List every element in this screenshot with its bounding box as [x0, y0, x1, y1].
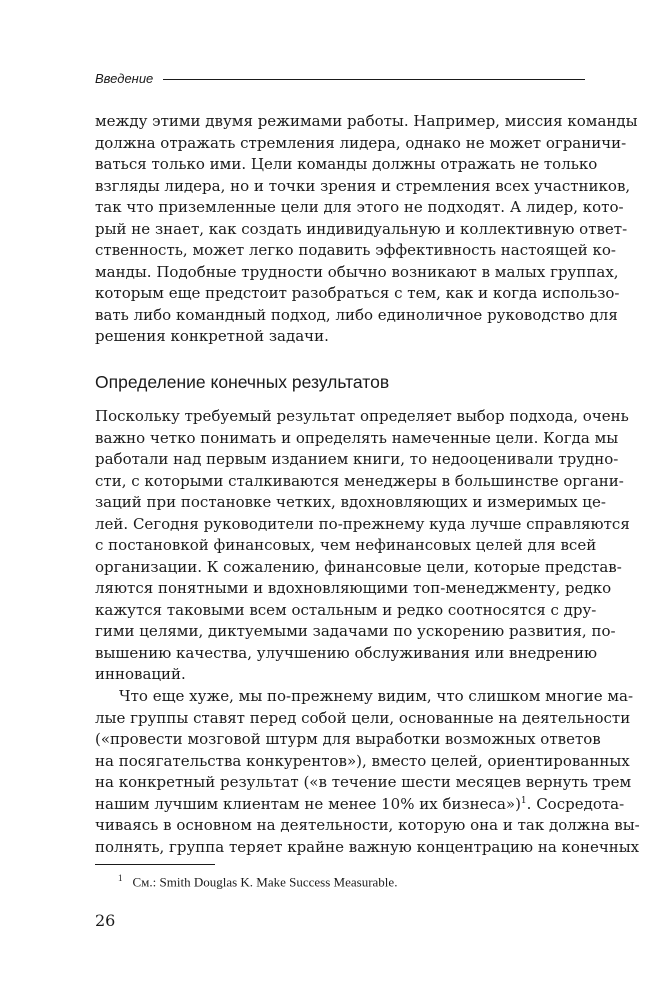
running-head [95, 68, 585, 88]
paragraph-line: Поскольку требуемый результат определяет выбор подхода, очень [95, 407, 629, 425]
paragraph-line: Что еще хуже, мы по-прежнему видим, что слишком многие ма- [119, 687, 634, 705]
paragraph-line: на конкретный результат («в течение шести месяцев вернуть трем [95, 773, 632, 791]
running-head-label: Введение [95, 70, 154, 86]
paragraph-line: («провести мозговой штурм для выработки возможных ответов [95, 730, 601, 748]
paragraph-line: ляются понятными и вдохновляющими топ-менеджменту, редко [95, 579, 612, 597]
paragraph-line-with-footnote-ref [95, 794, 625, 816]
paragraph-line: инноваций. [95, 665, 186, 683]
footnote-text: См.: Smith Douglas K. Make Success Measurable. [132, 874, 398, 890]
paragraph-line: работали над первым изданием книги, то недооценивали трудно- [95, 450, 619, 468]
paragraph-line: вышению качества, улучшению обслуживания или внедрению [95, 643, 598, 662]
paragraph-line: которым еще предстоит разобраться с тем, как и когда использо- [95, 284, 620, 302]
paragraph-2 [95, 406, 630, 686]
paragraph-line: кажутся таковыми всем остальным и редко соотносятся с дру- [95, 600, 597, 619]
footnote [118, 873, 397, 890]
paragraph-line: манды. Подобные трудности обычно возникают в малых группах, [95, 262, 619, 281]
paragraph-line: ственность, может легко подавить эффективность настоящей ко- [95, 241, 616, 259]
footnote-separator [95, 864, 215, 865]
paragraph-line: сти, с которыми сталкиваются менеджеры в большинстве органи- [95, 471, 624, 490]
paragraph-line: так что приземленные цели для этого не подходят. А лидер, кото- [95, 198, 624, 216]
line-text-before-ref: нашим лучшим клиентам не менее 10% их бизнеса») [95, 794, 521, 813]
footnote-reference[interactable]: 1 [520, 795, 527, 806]
paragraph-line: рый не знает, как создать индивидуальную и коллективную ответ- [95, 219, 628, 238]
paragraph-1 [95, 111, 638, 348]
running-head-rule [163, 79, 585, 80]
paragraph-line: чиваясь в основном на деятельности, которую она и так должна вы- [95, 816, 640, 834]
page-number: 26 [95, 911, 116, 930]
paragraph-line: важно четко понимать и определять намеченные цели. Когда мы [95, 428, 619, 447]
paragraph-line: полнять, группа теряет крайне важную концентрацию на конечных [95, 837, 640, 856]
paragraph-line: гими целями, диктуемыми задачами по ускорению развития, по- [95, 622, 616, 640]
paragraph-line: взгляды лидера, но и точки зрения и стремления всех участников, [95, 176, 631, 195]
line-text-after-ref: . Сосредота- [526, 794, 625, 813]
paragraph-line: на посягательства конкурентов»), вместо целей, ориентированных [95, 751, 630, 770]
paragraph-3 [95, 686, 640, 858]
paragraph-line: вать либо командный подход, либо единоличное руководство для [95, 305, 618, 324]
paragraph-line: лей. Сегодня руководители по-прежнему куда лучше справляются [95, 514, 630, 533]
paragraph-line: заций при постановке четких, вдохновляющих и измеримых це- [95, 493, 606, 511]
footnote-mark: 1 [118, 873, 123, 883]
paragraph-line: решения конкретной задачи. [95, 327, 329, 345]
section-heading: Определение конечных результатов [95, 372, 390, 392]
paragraph-line: должна отражать стремления лидера, однако не может ограничи- [95, 133, 627, 152]
paragraph-line: с постановкой финансовых, чем нефинансовых целей для всей [95, 536, 597, 554]
paragraph-line: ваться только ими. Цели команды должны отражать не только [95, 155, 598, 173]
paragraph-line: организации. К сожалению, финансовые цели, которые представ- [95, 557, 622, 576]
paragraph-line: между этими двумя режимами работы. Например, миссия команды [95, 112, 638, 130]
paragraph-line: лые группы ставят перед собой цели, основанные на деятельности [95, 708, 631, 727]
